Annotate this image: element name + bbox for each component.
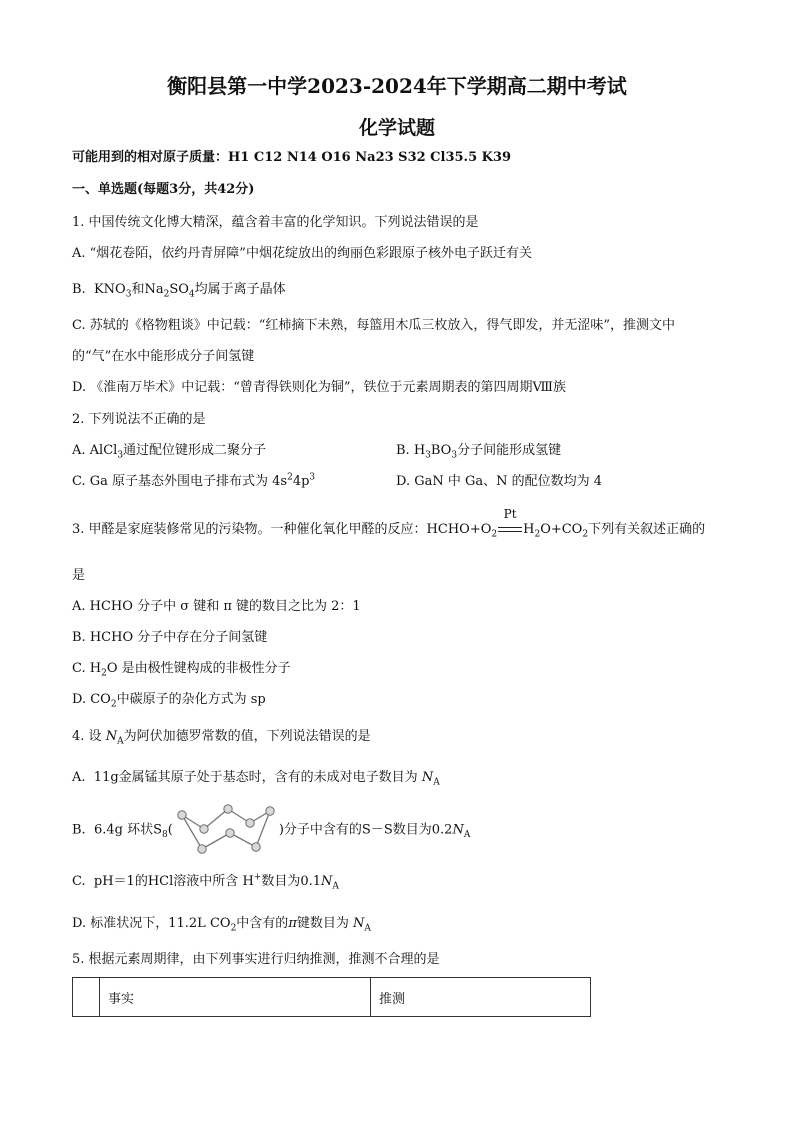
- bond-label: S－S: [361, 822, 393, 838]
- statement-text: 中碳原子的杂化方式为 sp: [116, 692, 266, 707]
- option-label: B.: [72, 282, 86, 297]
- statement-text: 4. 设: [72, 729, 102, 744]
- formula-kno3: KNO: [93, 282, 126, 297]
- subscript: 2: [230, 923, 237, 934]
- mass-value: 6.4g: [93, 822, 123, 838]
- question-5-stem: 5. 根据元素周期律，由下列事实进行归纳推测，推测不合理的是: [72, 952, 440, 967]
- question-1-stem: 1. 中国传统文化博大精深，蕴含着丰富的化学知识。下列说法错误的是: [72, 215, 479, 230]
- subscript: 2: [101, 668, 107, 679]
- avogadro-symbol: N: [421, 770, 434, 785]
- question-4-option-a: [72, 768, 440, 788]
- formula-na2so4-anion: SO: [169, 282, 189, 297]
- table-header-cell: 事实: [100, 978, 371, 1017]
- orbital-text: 4p: [292, 474, 310, 489]
- statement-text: 为阿伏加德罗常数的值，下列说法错误的是: [123, 729, 371, 744]
- question-3-option-b: B. HCHO 分子中存在分子间氢键: [72, 630, 268, 645]
- question-2-option-a: [72, 441, 266, 461]
- statement-text: 分子中含有的: [283, 822, 362, 838]
- product-h2o: H: [523, 522, 535, 537]
- subscript: A: [433, 777, 440, 788]
- question-4-option-c: [72, 872, 339, 892]
- question-4-stem: [72, 727, 371, 747]
- connector-text: 和: [131, 282, 145, 297]
- number-value: 0.2: [431, 822, 453, 838]
- subscript: 2: [110, 699, 117, 710]
- subscript: 8: [162, 830, 168, 841]
- volume-value: 11.2L CO: [168, 916, 231, 931]
- exam-subtitle: 化学试题: [358, 117, 435, 139]
- question-1-option-a: A. “烟花卷陌，依约丹青屏障”中烟花绽放出的绚丽色彩跟原子核外电子跃迁有关: [72, 246, 532, 261]
- statement-text: D. CO: [72, 692, 111, 707]
- statement-text: 均属于离子晶体: [194, 282, 286, 297]
- question-3-option-c: [72, 659, 291, 679]
- statement-text: 键数目为: [296, 916, 349, 931]
- statement-text: C. Ga 原子基态外围电子排布式为 4s: [72, 474, 288, 489]
- formula-hcl: HCl: [147, 874, 174, 889]
- question-2-option-b: [396, 441, 561, 461]
- statement-text: 分子间能形成氢键: [457, 443, 562, 458]
- subscript: A: [117, 736, 124, 747]
- exam-title: 衡阳县第一中学2023-2024年下学期高二期中考试: [167, 74, 627, 98]
- question-4-option-d: [72, 914, 371, 934]
- subscript: A: [364, 923, 371, 934]
- formula-s8: S: [153, 822, 163, 838]
- superscript: +: [253, 872, 262, 883]
- reaction-equals-sign: [497, 506, 523, 537]
- subscript: 3: [451, 450, 458, 461]
- statement-text: 的: [134, 874, 148, 889]
- statement-text: 环状: [127, 822, 154, 838]
- subscript: 3: [425, 450, 431, 461]
- option-label: B.: [72, 822, 86, 838]
- statement-text: 溶液中所含: [173, 874, 239, 889]
- catalyst-label: Pt: [503, 506, 517, 521]
- avogadro-symbol: N: [105, 729, 118, 744]
- paren-close: ): [278, 822, 284, 838]
- table-header-cell: 推测: [371, 978, 591, 1017]
- formula-part: BO: [430, 443, 452, 458]
- subscript: 4: [188, 289, 195, 300]
- question-5-table: [72, 977, 591, 1017]
- subscript: 2: [582, 529, 589, 540]
- formula-na2so4: Na: [144, 282, 164, 297]
- question-2-option-d: D. GaN 中 Ga、N 的配位数均为 4: [396, 474, 603, 489]
- avogadro-symbol: N: [452, 822, 464, 838]
- statement-text: 通过配位键形成二聚分子: [123, 443, 267, 458]
- atomic-masses-note: 可能用到的相对原子质量：H1 C12 N14 O16 Na23 S32 Cl35.5 K39: [72, 150, 512, 165]
- option-label: A.: [72, 770, 86, 785]
- question-1-option-b: [72, 280, 286, 300]
- superscript: 3: [309, 472, 316, 483]
- statement-text: 金属锰其原子处于基态时，含有的未成对电子数目为: [118, 770, 418, 785]
- ion-h: H: [242, 874, 254, 889]
- subscript: 3: [125, 289, 132, 300]
- subscript: A: [332, 881, 339, 892]
- statement-text: 3. 甲醛是家庭装修常见的污染物。一种催化氧化甲醛的反应：HCHO+O: [72, 522, 492, 537]
- subscript: 2: [163, 289, 170, 300]
- subscript: 3: [117, 450, 124, 461]
- question-2-option-c: [72, 472, 315, 492]
- subscript: 2: [491, 529, 498, 540]
- question-3-option-a: A. HCHO 分子中 σ 键和 π 键的数目之比为 2：1: [72, 599, 361, 614]
- question-1-option-c-line1: C. 苏轼的《格物粗谈》中记载：“红柿摘下未熟，每篮用木瓜三枚放入，得气即发，并无涩味”，推测文中: [72, 318, 676, 333]
- product-co2: O+CO: [540, 522, 583, 537]
- ph-value: pH＝1: [93, 874, 135, 889]
- question-4-option-b: [72, 803, 470, 857]
- question-3-stem: [72, 506, 706, 540]
- subscript: A: [463, 830, 471, 841]
- statement-text: 中含有的: [236, 916, 289, 931]
- statement-text: D. 标准状况下，: [72, 916, 169, 931]
- option-label: C.: [72, 874, 86, 889]
- superscript: 2: [287, 472, 293, 483]
- question-1-option-c-line2: 的“气”在水中能形成分子间氢键: [72, 349, 255, 364]
- statement-text: 数目为: [261, 874, 301, 889]
- statement-text: C. H: [72, 661, 102, 676]
- section-heading: 一、单选题(每题3分，共42分): [72, 182, 255, 197]
- number-value: 0.1: [300, 874, 322, 889]
- avogadro-symbol: N: [353, 916, 365, 931]
- statement-text: 数目为: [392, 822, 432, 838]
- subscript: 2: [534, 529, 541, 540]
- formula-h3bo3: B. H: [396, 443, 426, 458]
- avogadro-symbol: N: [321, 874, 333, 889]
- table-header-cell: [73, 978, 100, 1017]
- pi-symbol: π: [288, 916, 297, 931]
- statement-text: O 是由极性键构成的非极性分子: [106, 661, 291, 676]
- paren-open: (: [167, 822, 173, 838]
- question-3-stem-cont: 是: [72, 568, 86, 583]
- statement-text: 下列有关叙述正确的: [588, 522, 706, 537]
- question-3-option-d: [72, 690, 266, 710]
- s8-ring-molecule-diagram: [174, 803, 278, 857]
- table-header-row: [73, 978, 591, 1017]
- question-2-stem: 2. 下列说法不正确的是: [72, 412, 206, 427]
- formula-alcl3: A. AlCl: [72, 443, 118, 458]
- question-1-option-d: D. 《淮南万毕术》中记载：“曾青得铁则化为铜”，铁位于元素周期表的第四周期Ⅷ族: [72, 380, 566, 395]
- mass-value: 11g: [93, 770, 119, 785]
